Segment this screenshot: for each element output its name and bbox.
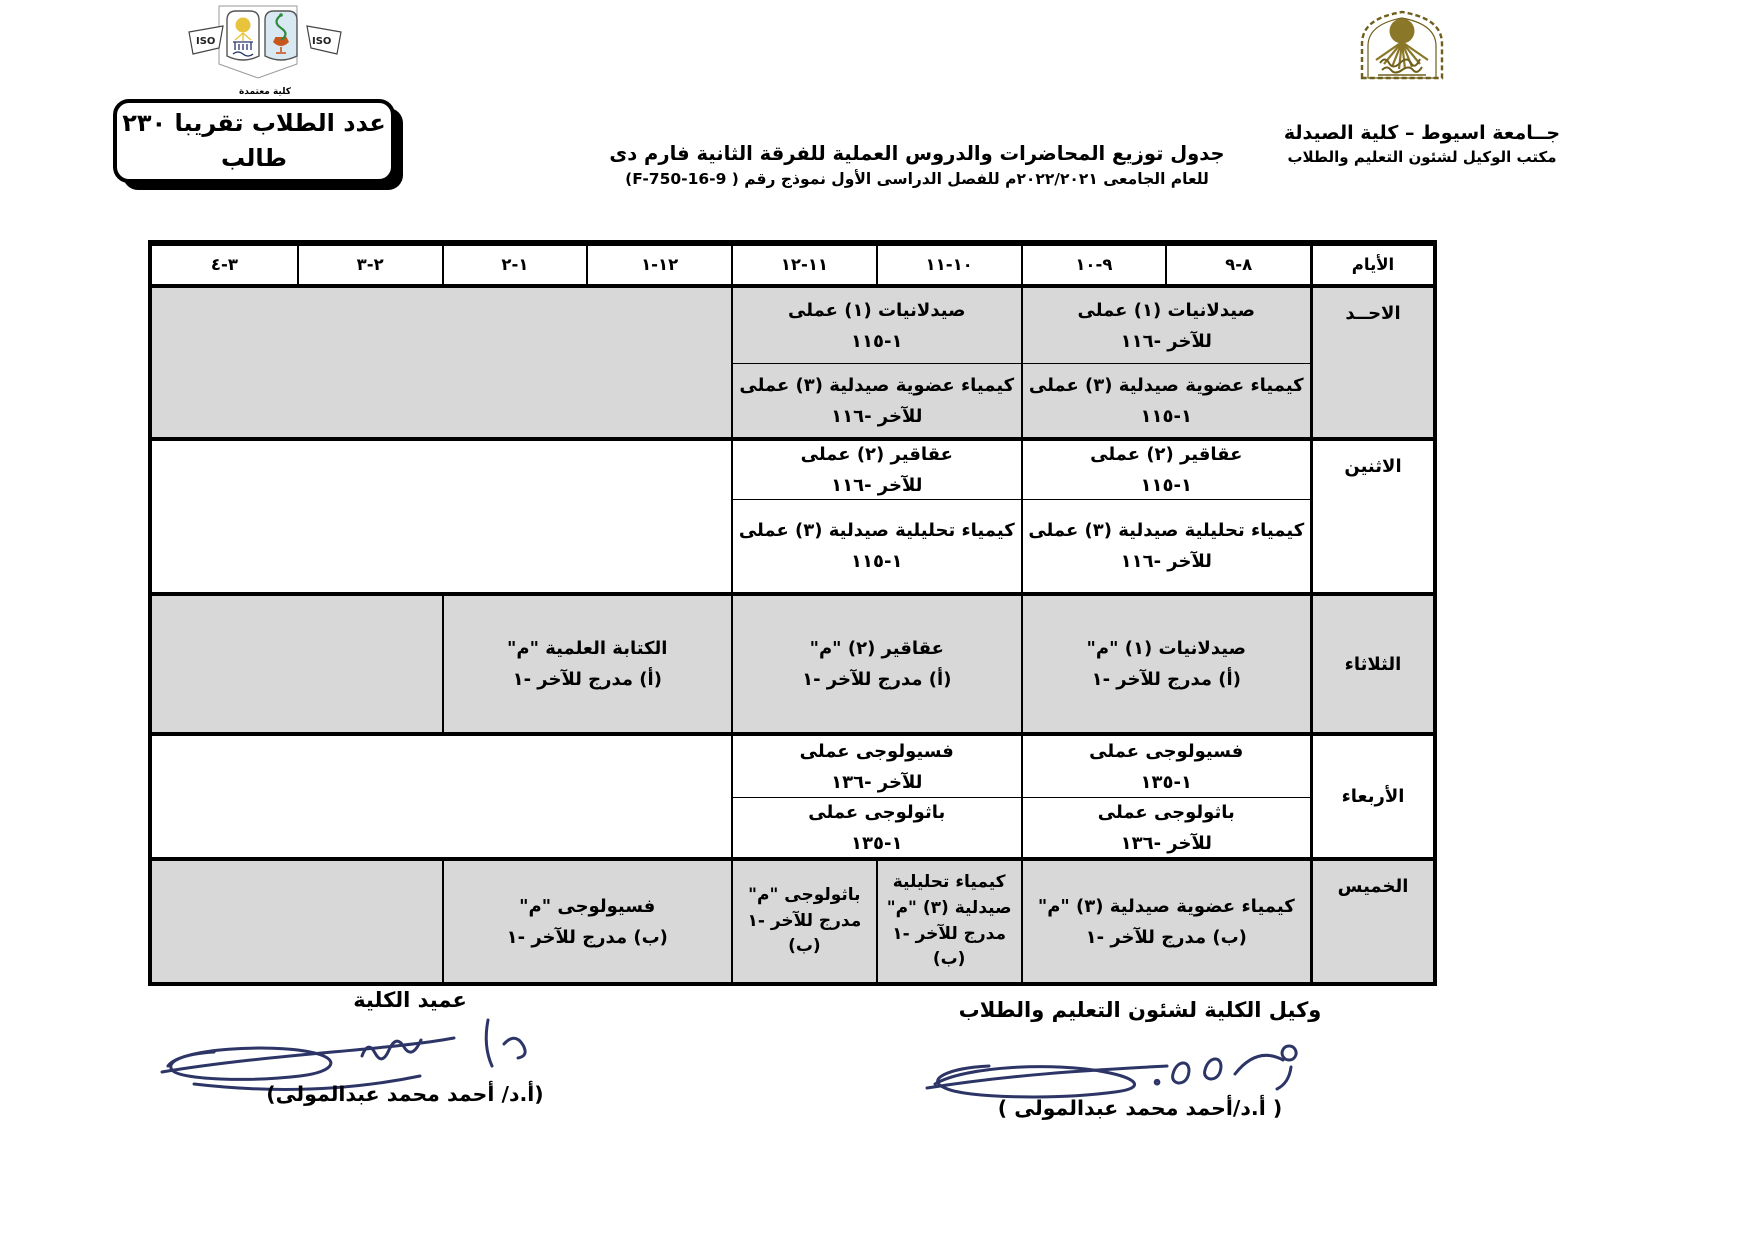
column-header-days: الأيام <box>1310 246 1433 288</box>
schedule-cell <box>731 736 1021 798</box>
vice-dean-name: ( أ.د/أحمد محمد عبدالمولى ) <box>997 1096 1283 1120</box>
schedule-cell <box>1021 500 1311 596</box>
course-groups: (أ) مدرج للآخر -١ <box>512 669 662 690</box>
iso-left-label: ISO <box>196 36 216 47</box>
schedule-cell <box>731 441 1021 500</box>
course-title: عقاقير (٢) "م" <box>809 638 944 659</box>
iso-right-label: ISO <box>312 36 332 47</box>
day-cell-monday: الاثنين <box>1310 441 1433 596</box>
column-header-time: ٢-٣ <box>297 246 442 288</box>
course-title: كيمياء عضوية صيدلية (٣) عملى <box>1028 374 1304 396</box>
student-count-box <box>113 99 395 183</box>
course-title: عقاقير (٢) عملى <box>1090 444 1243 465</box>
dean-name: (أ.د/ أحمد محمد عبدالمولى) <box>266 1082 544 1106</box>
day-cell-thursday: الخميس <box>1310 861 1433 982</box>
schedule-cell <box>1021 288 1311 364</box>
course-title: كيمياء عضوية صيدلية (٣) عملى <box>739 374 1015 396</box>
course-groups: (ب) <box>788 936 821 957</box>
course-groups: للآخر -١١٦ <box>831 405 923 427</box>
vice-dean-title: وكيل الكلية لشئون التعليم والطلاب <box>958 998 1322 1022</box>
course-groups: ١-١١٥ <box>851 551 903 572</box>
schedule-cell <box>1021 861 1311 982</box>
student-count-line1: عدد الطلاب تقريبا ٢٣٠ <box>122 109 386 138</box>
course-groups: ١-١١٥ <box>851 330 903 352</box>
course-title: الكتابة العلمية "م" <box>507 638 668 659</box>
faculty-name: جــامعة اسيوط – كلية الصيدلة <box>1283 122 1561 144</box>
university-shield-icon <box>227 11 259 60</box>
schedule-cell <box>1021 596 1311 736</box>
document-title: جدول توزيع المحاضرات والدروس العملية للفرقة الثانية فارم دى <box>609 142 1225 165</box>
empty-slot <box>152 861 442 982</box>
course-title: باثولوجى عملى <box>1097 801 1235 823</box>
vice-dean-signature-icon <box>905 1022 1335 1107</box>
document-subtitle: للعام الجامعى ٢٠٢٢/٢٠٢١م للفصل الدراسى الأول نموذج رقم ( F-750-16-9) <box>625 170 1209 188</box>
course-groups: (ب) مدرج للآخر -١ <box>1085 926 1247 948</box>
day-cell-sunday: الاحــد <box>1310 288 1433 441</box>
course-title: صيدلانيات (١) "م" <box>1086 638 1246 659</box>
course-groups: ١-١٣٥ <box>851 832 903 854</box>
empty-slot <box>152 596 442 736</box>
course-groups: للآخر -١٣٦ <box>831 771 923 793</box>
course-groups: (أ) مدرج للآخر -١ <box>802 669 952 690</box>
course-groups: مدرج للآخر -١ <box>892 923 1007 944</box>
pharmacy-shield-icon <box>265 11 297 60</box>
course-title: صيدلانيات (١) عملى <box>788 299 966 321</box>
accreditation-logo-group <box>185 4 345 113</box>
schedule-cell <box>731 364 1021 441</box>
schedule-cell <box>1021 364 1311 441</box>
column-header-time: ٩-١٠ <box>1021 246 1166 288</box>
empty-slot <box>152 441 731 596</box>
column-header-time: ١٢-١ <box>586 246 731 288</box>
schedule-cell <box>731 861 876 982</box>
column-header-time: ١٠-١١ <box>876 246 1021 288</box>
course-groups: (أ) مدرج للآخر -١ <box>1091 669 1241 690</box>
course-title: كيمياء تحليلية صيدلية (٣) عملى <box>738 520 1015 541</box>
course-title: فسيولوجى عملى <box>1089 740 1244 762</box>
schedule-cell <box>731 500 1021 596</box>
student-count-line2: طالب <box>220 144 288 172</box>
schedule-cell <box>1021 798 1311 861</box>
course-title: صيدلانيات (١) عملى <box>1077 299 1255 321</box>
column-header-time: ١١-١٢ <box>731 246 876 288</box>
column-header-time: ٣-٤ <box>152 246 297 288</box>
course-title: كيمياء تحليلية <box>892 871 1006 892</box>
schedule-cell <box>442 861 732 982</box>
course-groups: للآخر -١١٦ <box>1120 330 1212 352</box>
course-title: كيمياء تحليلية صيدلية (٣) عملى <box>1028 520 1305 541</box>
document-title-block <box>592 142 1242 188</box>
course-groups: للآخر -١١٦ <box>1120 551 1212 572</box>
dean-title: عميد الكلية <box>353 988 467 1012</box>
timetable <box>148 240 1437 986</box>
course-title: فسيولوجى "م" <box>519 895 656 917</box>
schedule-cell <box>876 861 1021 982</box>
course-title: كيمياء عضوية صيدلية (٣) "م" <box>1037 895 1295 917</box>
day-cell-wednesday: الأربعاء <box>1310 736 1433 861</box>
course-groups: مدرج للآخر -١ <box>747 910 862 931</box>
schedule-cell <box>731 596 1021 736</box>
course-title: فسيولوجى عملى <box>799 740 954 762</box>
course-groups: ١-١١٥ <box>1140 475 1192 496</box>
assiut-university-logo-icon <box>1352 8 1452 80</box>
dean-signature-icon <box>150 1008 580 1093</box>
schedule-cell <box>731 288 1021 364</box>
accreditation-label: كلية معتمدة <box>238 87 292 97</box>
schedule-cell <box>1021 736 1311 798</box>
day-cell-tuesday: الثلاثاء <box>1310 596 1433 736</box>
course-groups: (ب) <box>932 949 966 970</box>
schedule-cell <box>442 596 732 736</box>
course-groups: ١-١١٥ <box>1140 405 1192 427</box>
course-title: صيدلية (٣) "م" <box>886 897 1012 918</box>
schedule-cell <box>731 798 1021 861</box>
course-groups: ١-١٣٥ <box>1140 771 1192 793</box>
college-accreditation-logos-icon <box>185 4 345 82</box>
column-header-time: ١-٢ <box>442 246 587 288</box>
empty-slot <box>152 288 731 441</box>
course-title: عقاقير (٢) عملى <box>800 444 953 465</box>
office-name: مكتب الوكيل لشئون التعليم والطلاب <box>1287 148 1557 166</box>
course-title: باثولوجى "م" <box>748 884 861 905</box>
course-groups: للآخر -١٣٦ <box>1120 832 1212 854</box>
schedule-cell <box>1021 441 1311 500</box>
column-header-time: ٨-٩ <box>1165 246 1310 288</box>
course-groups: للآخر -١١٦ <box>831 475 923 496</box>
course-title: باثولوجى عملى <box>808 801 946 823</box>
empty-slot <box>152 736 731 861</box>
course-groups: (ب) مدرج للآخر -١ <box>506 926 668 948</box>
org-text-block <box>1272 122 1572 166</box>
